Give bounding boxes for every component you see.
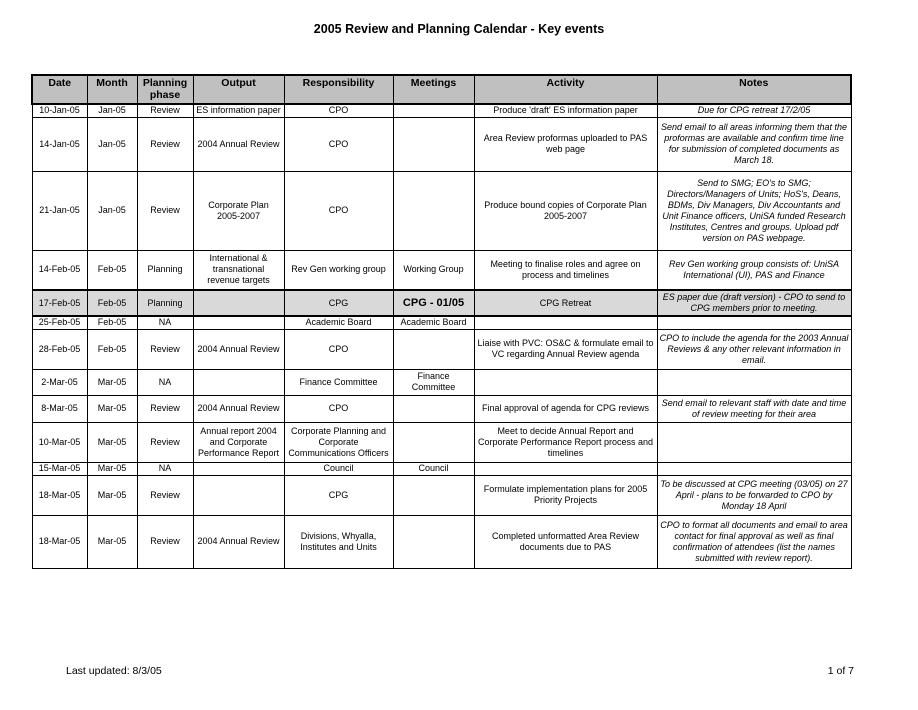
cell-responsibility: CPG — [284, 475, 393, 515]
cell-meetings — [393, 171, 474, 250]
cell-activity: Meeting to finalise roles and agree on process and timelines — [474, 250, 657, 290]
cell-notes — [657, 462, 851, 475]
cell-responsibility: Council — [284, 462, 393, 475]
header-planning-phase: Planning phase — [137, 75, 193, 104]
cell-notes: To be discussed at CPG meeting (03/05) on 27 April - plans to be forwarded to CPO by Monday 18 April — [657, 475, 851, 515]
cell-month: Feb-05 — [87, 290, 137, 316]
cell-phase: Review — [137, 395, 193, 422]
cell-meetings — [393, 117, 474, 171]
cell-notes — [657, 422, 851, 462]
cell-meetings — [393, 329, 474, 369]
cell-date: 15-Mar-05 — [32, 462, 87, 475]
cell-date: 2-Mar-05 — [32, 369, 87, 395]
cell-output — [193, 475, 284, 515]
cell-notes: Send email to all areas informing them that the proformas are available and confirm time line for submission of completed documents as March 18. — [657, 117, 851, 171]
cell-output: 2004 Annual Review — [193, 329, 284, 369]
cell-phase: NA — [137, 316, 193, 329]
cell-meetings — [393, 515, 474, 568]
cell-date: 10-Mar-05 — [32, 422, 87, 462]
cell-output: 2004 Annual Review — [193, 395, 284, 422]
cell-notes: Send to SMG; EO's to SMG; Directors/Managers of Units; HoS's, Deans, BDMs, Div Managers, Div Accountants and Unit Finance officers, UniSA funded Research Institutes, Centres and groups. Upload pdf version on PAS webpage. — [657, 171, 851, 250]
cell-output: Corporate Plan 2005-2007 — [193, 171, 284, 250]
table-header-row — [32, 75, 851, 104]
cell-activity: Liaise with PVC: OS&C & formulate email to VC regarding Annual Review agenda — [474, 329, 657, 369]
cell-output — [193, 462, 284, 475]
cell-notes: CPO to include the agenda for the 2003 Annual Reviews & any other relevant information in email. — [657, 329, 851, 369]
cell-date: 28-Feb-05 — [32, 329, 87, 369]
cell-date: 25-Feb-05 — [32, 316, 87, 329]
cell-activity: Formulate implementation plans for 2005 Priority Projects — [474, 475, 657, 515]
cell-activity — [474, 462, 657, 475]
cell-meetings — [393, 104, 474, 117]
cell-meetings: Council — [393, 462, 474, 475]
cell-phase: Review — [137, 422, 193, 462]
table-row — [32, 422, 851, 462]
cell-phase: Planning — [137, 290, 193, 316]
cell-responsibility: Corporate Planning and Corporate Communications Officers — [284, 422, 393, 462]
cell-month: Mar-05 — [87, 475, 137, 515]
cell-output: 2004 Annual Review — [193, 117, 284, 171]
cell-phase: Review — [137, 329, 193, 369]
cell-notes — [657, 369, 851, 395]
cell-activity: CPG Retreat — [474, 290, 657, 316]
cell-month: Jan-05 — [87, 104, 137, 117]
cell-phase: Review — [137, 475, 193, 515]
table-row — [32, 329, 851, 369]
header-activity: Activity — [474, 75, 657, 104]
cell-responsibility: CPO — [284, 329, 393, 369]
page-number: 1 of 7 — [827, 665, 854, 677]
cell-activity: Produce 'draft' ES information paper — [474, 104, 657, 117]
cell-date: 14-Feb-05 — [32, 250, 87, 290]
cell-output: 2004 Annual Review — [193, 515, 284, 568]
cell-date: 8-Mar-05 — [32, 395, 87, 422]
cell-responsibility: CPO — [284, 395, 393, 422]
header-date: Date — [32, 75, 87, 104]
table-row — [32, 515, 851, 568]
table-row — [32, 316, 851, 329]
table-row — [32, 369, 851, 395]
cell-month: Feb-05 — [87, 329, 137, 369]
cell-date: 18-Mar-05 — [32, 475, 87, 515]
cell-responsibility: Academic Board — [284, 316, 393, 329]
table-row — [32, 104, 851, 117]
cell-activity — [474, 369, 657, 395]
cell-month: Mar-05 — [87, 515, 137, 568]
cell-responsibility: CPO — [284, 171, 393, 250]
cell-activity: Completed unformatted Area Review documents due to PAS — [474, 515, 657, 568]
table-row — [32, 475, 851, 515]
cell-activity: Meet to decide Annual Report and Corporate Performance Report process and timelines — [474, 422, 657, 462]
cell-output: ES information paper — [193, 104, 284, 117]
cell-meetings: Working Group — [393, 250, 474, 290]
cell-month: Feb-05 — [87, 250, 137, 290]
cell-responsibility: CPO — [284, 117, 393, 171]
cell-month: Feb-05 — [87, 316, 137, 329]
cell-responsibility: Finance Committee — [284, 369, 393, 395]
cell-meetings — [393, 422, 474, 462]
cell-notes: CPO to format all documents and email to area contact for final approval as well as final confirmation of attendees (list the names submitted with review report). — [657, 515, 851, 568]
cell-output: Annual report 2004 and Corporate Performance Report — [193, 422, 284, 462]
header-meetings: Meetings — [393, 75, 474, 104]
cell-phase: Review — [137, 104, 193, 117]
cell-phase: Review — [137, 515, 193, 568]
cell-activity: Produce bound copies of Corporate Plan 2005-2007 — [474, 171, 657, 250]
table-row — [32, 250, 851, 290]
calendar-table — [31, 74, 852, 569]
cell-month: Jan-05 — [87, 171, 137, 250]
header-output: Output — [193, 75, 284, 104]
cell-phase: NA — [137, 462, 193, 475]
cell-output — [193, 290, 284, 316]
cell-notes: Due for CPG retreat 17/2/05 — [657, 104, 851, 117]
table-row — [32, 117, 851, 171]
cell-phase: Planning — [137, 250, 193, 290]
table-row — [32, 171, 851, 250]
cell-meetings: CPG - 01/05 — [393, 290, 474, 316]
cell-notes: Send email to relevant staff with date and time of review meeting for their area — [657, 395, 851, 422]
cell-responsibility: CPO — [284, 104, 393, 117]
cell-meetings: Academic Board — [393, 316, 474, 329]
table-row — [32, 462, 851, 475]
cell-output — [193, 369, 284, 395]
cell-meetings: Finance Committee — [393, 369, 474, 395]
cell-responsibility: Divisions, Whyalla, Institutes and Units — [284, 515, 393, 568]
cell-meetings — [393, 475, 474, 515]
document-title: 2005 Review and Planning Calendar - Key events — [313, 22, 605, 36]
cell-month: Jan-05 — [87, 117, 137, 171]
cell-notes: Rev Gen working group consists of: UniSA International (UI), PAS and Finance — [657, 250, 851, 290]
cell-date: 10-Jan-05 — [32, 104, 87, 117]
cell-activity: Area Review proformas uploaded to PAS web page — [474, 117, 657, 171]
cell-activity — [474, 316, 657, 329]
cell-responsibility: Rev Gen working group — [284, 250, 393, 290]
cell-phase: Review — [137, 117, 193, 171]
cell-meetings — [393, 395, 474, 422]
table-row — [32, 290, 851, 316]
cell-month: Mar-05 — [87, 369, 137, 395]
header-month: Month — [87, 75, 137, 104]
cell-date: 18-Mar-05 — [32, 515, 87, 568]
cell-output — [193, 316, 284, 329]
header-notes: Notes — [657, 75, 851, 104]
cell-month: Mar-05 — [87, 422, 137, 462]
cell-output: International & transnational revenue targets — [193, 250, 284, 290]
cell-date: 14-Jan-05 — [32, 117, 87, 171]
cell-notes: ES paper due (draft version) - CPO to send to CPG members prior to meeting. — [657, 290, 851, 316]
cell-month: Mar-05 — [87, 462, 137, 475]
cell-notes — [657, 316, 851, 329]
cell-date: 17-Feb-05 — [32, 290, 87, 316]
cell-date: 21-Jan-05 — [32, 171, 87, 250]
cell-activity: Final approval of agenda for CPG reviews — [474, 395, 657, 422]
header-responsibility: Responsibility — [284, 75, 393, 104]
cell-phase: Review — [137, 171, 193, 250]
cell-month: Mar-05 — [87, 395, 137, 422]
table-row — [32, 395, 851, 422]
cell-phase: NA — [137, 369, 193, 395]
cell-responsibility: CPG — [284, 290, 393, 316]
last-updated: Last updated: 8/3/05 — [66, 665, 162, 677]
